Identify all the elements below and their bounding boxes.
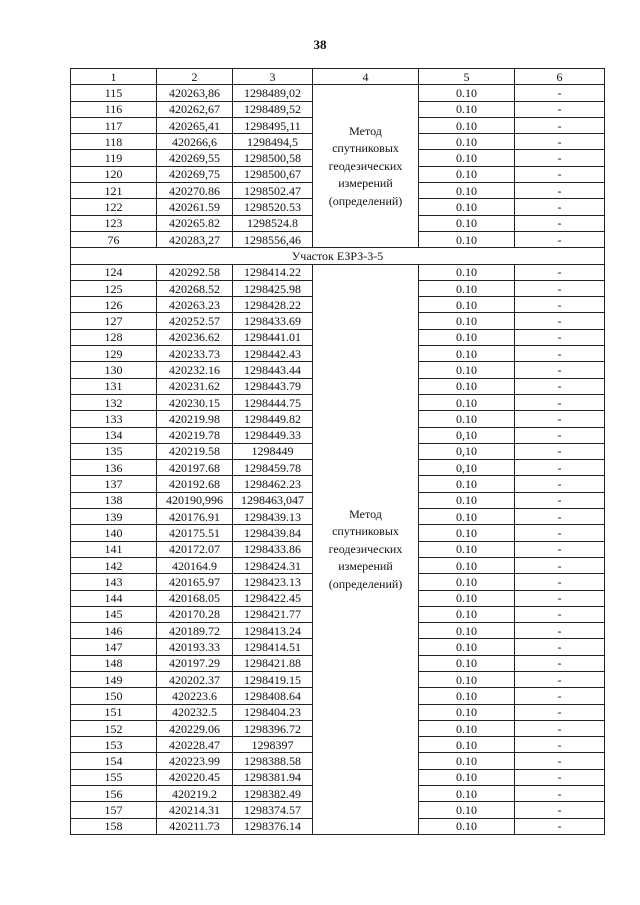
description-cell: -	[515, 509, 605, 525]
point-number-cell: 146	[71, 623, 157, 639]
x-coordinate-cell: 420230.15	[157, 394, 233, 410]
point-number-cell: 116	[71, 101, 157, 117]
header-cell-description: 6	[515, 69, 605, 85]
x-coordinate-cell: 420270.86	[157, 183, 233, 199]
point-number-cell: 153	[71, 737, 157, 753]
method-text-line: Метод	[349, 506, 382, 521]
x-coordinate-cell: 420168.05	[157, 590, 233, 606]
point-number-cell: 141	[71, 541, 157, 557]
x-coordinate-cell: 420232.5	[157, 704, 233, 720]
y-coordinate-cell: 1298433.86	[233, 541, 313, 557]
x-coordinate-cell: 420223.6	[157, 688, 233, 704]
accuracy-cell: 0.10	[419, 525, 515, 541]
page-number: 38	[313, 37, 327, 52]
y-coordinate-cell: 1298443.44	[233, 362, 313, 378]
accuracy-cell: 0.10	[419, 476, 515, 492]
accuracy-cell: 0.10	[419, 134, 515, 150]
point-number-cell: 127	[71, 313, 157, 329]
y-coordinate-cell: 1298524.8	[233, 215, 313, 231]
description-cell: -	[515, 313, 605, 329]
accuracy-cell: 0.10	[419, 802, 515, 818]
description-cell: -	[515, 101, 605, 117]
accuracy-cell: 0,10	[419, 443, 515, 459]
method-text-line: геодезических	[328, 541, 403, 556]
section-row	[71, 248, 605, 264]
y-coordinate-cell: 1298428.22	[233, 297, 313, 313]
point-number-cell: 144	[71, 590, 157, 606]
description-cell: -	[515, 639, 605, 655]
description-cell: -	[515, 737, 605, 753]
y-coordinate-cell: 1298489,02	[233, 85, 313, 101]
accuracy-cell: 0.10	[419, 199, 515, 215]
y-coordinate-cell: 1298489,52	[233, 101, 313, 117]
accuracy-cell: 0.10	[419, 183, 515, 199]
description-cell: -	[515, 134, 605, 150]
y-coordinate-cell: 1298423.13	[233, 574, 313, 590]
x-coordinate-cell: 420265,41	[157, 117, 233, 133]
description-cell: -	[515, 818, 605, 834]
x-coordinate-cell: 420236.62	[157, 329, 233, 345]
y-coordinate-cell: 1298397	[233, 737, 313, 753]
description-cell: -	[515, 753, 605, 769]
x-coordinate-cell: 420261.59	[157, 199, 233, 215]
y-coordinate-cell: 1298374.57	[233, 802, 313, 818]
description-cell: -	[515, 329, 605, 345]
accuracy-cell: 0.10	[419, 362, 515, 378]
description-cell: -	[515, 150, 605, 166]
table-row	[71, 85, 605, 101]
description-cell: -	[515, 362, 605, 378]
header-cell-y: 3	[233, 69, 313, 85]
y-coordinate-cell: 1298449.82	[233, 411, 313, 427]
accuracy-cell: 0.10	[419, 394, 515, 410]
accuracy-cell: 0.10	[419, 215, 515, 231]
x-coordinate-cell: 420172.07	[157, 541, 233, 557]
y-coordinate-cell: 1298425.98	[233, 280, 313, 296]
point-number-cell: 136	[71, 460, 157, 476]
x-coordinate-cell: 420219.58	[157, 443, 233, 459]
accuracy-cell: 0.10	[419, 264, 515, 280]
x-coordinate-cell: 420231.62	[157, 378, 233, 394]
accuracy-cell: 0.10	[419, 541, 515, 557]
description-cell: -	[515, 802, 605, 818]
accuracy-cell: 0.10	[419, 704, 515, 720]
x-coordinate-cell: 420263,86	[157, 85, 233, 101]
description-cell: -	[515, 655, 605, 671]
x-coordinate-cell: 420219.2	[157, 786, 233, 802]
y-coordinate-cell: 1298414.22	[233, 264, 313, 280]
x-coordinate-cell: 420266,6	[157, 134, 233, 150]
description-cell: -	[515, 574, 605, 590]
description-cell: -	[515, 769, 605, 785]
y-coordinate-cell: 1298433.69	[233, 313, 313, 329]
x-coordinate-cell: 420165.97	[157, 574, 233, 590]
y-coordinate-cell: 1298463,047	[233, 492, 313, 508]
y-coordinate-cell: 1298382.49	[233, 786, 313, 802]
point-number-cell: 137	[71, 476, 157, 492]
description-cell: -	[515, 199, 605, 215]
description-cell: -	[515, 476, 605, 492]
x-coordinate-cell: 420190,996	[157, 492, 233, 508]
accuracy-cell: 0.10	[419, 346, 515, 362]
header-row	[71, 69, 605, 85]
description-cell: -	[515, 117, 605, 133]
accuracy-cell: 0.10	[419, 297, 515, 313]
point-number-cell: 131	[71, 378, 157, 394]
accuracy-cell: 0.10	[419, 671, 515, 687]
x-coordinate-cell: 420211.73	[157, 818, 233, 834]
method-text-line: Метод	[349, 123, 382, 138]
accuracy-cell: 0.10	[419, 623, 515, 639]
point-number-cell: 140	[71, 525, 157, 541]
accuracy-cell: 0.10	[419, 639, 515, 655]
accuracy-cell: 0.10	[419, 150, 515, 166]
description-cell: -	[515, 460, 605, 476]
method-text-line: геодезических	[328, 158, 403, 173]
y-coordinate-cell: 1298439.13	[233, 509, 313, 525]
accuracy-cell: 0.10	[419, 101, 515, 117]
point-number-cell: 139	[71, 509, 157, 525]
point-number-cell: 147	[71, 639, 157, 655]
header-cell-x: 2	[157, 69, 233, 85]
x-coordinate-cell: 420229.06	[157, 720, 233, 736]
point-number-cell: 132	[71, 394, 157, 410]
y-coordinate-cell: 1298520.53	[233, 199, 313, 215]
point-number-cell: 133	[71, 411, 157, 427]
point-number-cell: 156	[71, 786, 157, 802]
point-number-cell: 125	[71, 280, 157, 296]
point-number-cell: 135	[71, 443, 157, 459]
x-coordinate-cell: 420252.57	[157, 313, 233, 329]
point-number-cell: 149	[71, 671, 157, 687]
description-cell: -	[515, 720, 605, 736]
accuracy-cell: 0.10	[419, 280, 515, 296]
x-coordinate-cell: 420170.28	[157, 606, 233, 622]
header-cell-accuracy: 5	[419, 69, 515, 85]
header-cell-point: 1	[71, 69, 157, 85]
description-cell: -	[515, 346, 605, 362]
description-cell: -	[515, 215, 605, 231]
accuracy-cell: 0.10	[419, 509, 515, 525]
point-number-cell: 157	[71, 802, 157, 818]
y-coordinate-cell: 1298408.64	[233, 688, 313, 704]
method-cell	[313, 264, 419, 834]
x-coordinate-cell: 420220.45	[157, 769, 233, 785]
x-coordinate-cell: 420268.52	[157, 280, 233, 296]
coordinates-table	[70, 68, 605, 835]
accuracy-cell: 0.10	[419, 574, 515, 590]
x-coordinate-cell: 420283,27	[157, 231, 233, 247]
y-coordinate-cell: 1298494,5	[233, 134, 313, 150]
x-coordinate-cell: 420176.91	[157, 509, 233, 525]
description-cell: -	[515, 590, 605, 606]
point-number-cell: 154	[71, 753, 157, 769]
x-coordinate-cell: 420269,55	[157, 150, 233, 166]
point-number-cell: 148	[71, 655, 157, 671]
description-cell: -	[515, 688, 605, 704]
x-coordinate-cell: 420214.31	[157, 802, 233, 818]
accuracy-cell: 0.10	[419, 818, 515, 834]
y-coordinate-cell: 1298459.78	[233, 460, 313, 476]
accuracy-cell: 0.10	[419, 557, 515, 573]
x-coordinate-cell: 420197.29	[157, 655, 233, 671]
point-number-cell: 138	[71, 492, 157, 508]
y-coordinate-cell: 1298500,58	[233, 150, 313, 166]
x-coordinate-cell: 420202.37	[157, 671, 233, 687]
point-number-cell: 143	[71, 574, 157, 590]
x-coordinate-cell: 420164.9	[157, 557, 233, 573]
point-number-cell: 117	[71, 117, 157, 133]
point-number-cell: 119	[71, 150, 157, 166]
accuracy-cell: 0.10	[419, 753, 515, 769]
point-number-cell: 123	[71, 215, 157, 231]
point-number-cell: 118	[71, 134, 157, 150]
x-coordinate-cell: 420262,67	[157, 101, 233, 117]
x-coordinate-cell: 420223.99	[157, 753, 233, 769]
accuracy-cell: 0,10	[419, 427, 515, 443]
y-coordinate-cell: 1298495,11	[233, 117, 313, 133]
description-cell: -	[515, 411, 605, 427]
point-number-cell: 142	[71, 557, 157, 573]
accuracy-cell: 0.10	[419, 411, 515, 427]
description-cell: -	[515, 427, 605, 443]
accuracy-cell: 0.10	[419, 737, 515, 753]
description-cell: -	[515, 378, 605, 394]
point-number-cell: 121	[71, 183, 157, 199]
accuracy-cell: 0.10	[419, 378, 515, 394]
description-cell: -	[515, 525, 605, 541]
method-text-line: (определений)	[328, 576, 403, 591]
point-number-cell: 128	[71, 329, 157, 345]
y-coordinate-cell: 1298424.31	[233, 557, 313, 573]
x-coordinate-cell: 420219.98	[157, 411, 233, 427]
y-coordinate-cell: 1298381.94	[233, 769, 313, 785]
point-number-cell: 130	[71, 362, 157, 378]
y-coordinate-cell: 1298413.24	[233, 623, 313, 639]
y-coordinate-cell: 1298444.75	[233, 394, 313, 410]
y-coordinate-cell: 1298449.33	[233, 427, 313, 443]
method-text-line: (определений)	[328, 193, 403, 208]
y-coordinate-cell: 1298441.01	[233, 329, 313, 345]
accuracy-cell: 0.10	[419, 313, 515, 329]
y-coordinate-cell: 1298556,46	[233, 231, 313, 247]
y-coordinate-cell: 1298376.14	[233, 818, 313, 834]
point-number-cell: 122	[71, 199, 157, 215]
method-text-line: спутниковых	[332, 524, 399, 538]
accuracy-cell: 0.10	[419, 606, 515, 622]
accuracy-cell: 0.10	[419, 688, 515, 704]
accuracy-cell: 0.10	[419, 231, 515, 247]
accuracy-cell: 0.10	[419, 769, 515, 785]
section-title: Участок ЕЗРЗ-3-5	[71, 248, 605, 264]
accuracy-cell: 0.10	[419, 85, 515, 101]
accuracy-cell: 0.10	[419, 492, 515, 508]
x-coordinate-cell: 420269,75	[157, 166, 233, 182]
accuracy-cell: 0.10	[419, 166, 515, 182]
description-cell: -	[515, 492, 605, 508]
point-number-cell: 129	[71, 346, 157, 362]
point-number-cell: 134	[71, 427, 157, 443]
y-coordinate-cell: 1298500,67	[233, 166, 313, 182]
y-coordinate-cell: 1298502.47	[233, 183, 313, 199]
description-cell: -	[515, 183, 605, 199]
x-coordinate-cell: 420263.23	[157, 297, 233, 313]
y-coordinate-cell: 1298449	[233, 443, 313, 459]
description-cell: -	[515, 394, 605, 410]
point-number-cell: 124	[71, 264, 157, 280]
point-number-cell: 76	[71, 231, 157, 247]
description-cell: -	[515, 541, 605, 557]
description-cell: -	[515, 85, 605, 101]
y-coordinate-cell: 1298388.58	[233, 753, 313, 769]
description-cell: -	[515, 623, 605, 639]
description-cell: -	[515, 557, 605, 573]
y-coordinate-cell: 1298396.72	[233, 720, 313, 736]
description-cell: -	[515, 443, 605, 459]
point-number-cell: 158	[71, 818, 157, 834]
x-coordinate-cell: 420292.58	[157, 264, 233, 280]
y-coordinate-cell: 1298462.23	[233, 476, 313, 492]
x-coordinate-cell: 420197.68	[157, 460, 233, 476]
description-cell: -	[515, 264, 605, 280]
point-number-cell: 151	[71, 704, 157, 720]
table-row	[71, 264, 605, 280]
x-coordinate-cell: 420265.82	[157, 215, 233, 231]
y-coordinate-cell: 1298421.88	[233, 655, 313, 671]
y-coordinate-cell: 1298439.84	[233, 525, 313, 541]
accuracy-cell: 0.10	[419, 329, 515, 345]
point-number-cell: 155	[71, 769, 157, 785]
point-number-cell: 115	[71, 85, 157, 101]
accuracy-cell: 0.10	[419, 786, 515, 802]
y-coordinate-cell: 1298414.51	[233, 639, 313, 655]
y-coordinate-cell: 1298404.23	[233, 704, 313, 720]
point-number-cell: 126	[71, 297, 157, 313]
accuracy-cell: 0.10	[419, 655, 515, 671]
description-cell: -	[515, 166, 605, 182]
y-coordinate-cell: 1298422.45	[233, 590, 313, 606]
x-coordinate-cell: 420193.33	[157, 639, 233, 655]
y-coordinate-cell: 1298421.77	[233, 606, 313, 622]
method-cell	[313, 85, 419, 248]
point-number-cell: 152	[71, 720, 157, 736]
point-number-cell: 120	[71, 166, 157, 182]
x-coordinate-cell: 420228.47	[157, 737, 233, 753]
accuracy-cell: 0.10	[419, 720, 515, 736]
y-coordinate-cell: 1298419.15	[233, 671, 313, 687]
x-coordinate-cell: 420192.68	[157, 476, 233, 492]
description-cell: -	[515, 704, 605, 720]
description-cell: -	[515, 297, 605, 313]
description-cell: -	[515, 280, 605, 296]
x-coordinate-cell: 420219.78	[157, 427, 233, 443]
x-coordinate-cell: 420189.72	[157, 623, 233, 639]
point-number-cell: 150	[71, 688, 157, 704]
description-cell: -	[515, 606, 605, 622]
method-text-line: измерений	[338, 176, 393, 191]
accuracy-cell: 0,10	[419, 460, 515, 476]
description-cell: -	[515, 231, 605, 247]
x-coordinate-cell: 420232.16	[157, 362, 233, 378]
point-number-cell: 145	[71, 606, 157, 622]
x-coordinate-cell: 420175.51	[157, 525, 233, 541]
description-cell: -	[515, 786, 605, 802]
y-coordinate-cell: 1298442.43	[233, 346, 313, 362]
accuracy-cell: 0.10	[419, 117, 515, 133]
method-text-line: спутниковых	[332, 141, 399, 156]
method-text-line: измерений	[338, 559, 393, 573]
accuracy-cell: 0.10	[419, 590, 515, 606]
y-coordinate-cell: 1298443.79	[233, 378, 313, 394]
header-cell-method: 4	[313, 69, 419, 85]
description-cell: -	[515, 671, 605, 687]
x-coordinate-cell: 420233.73	[157, 346, 233, 362]
